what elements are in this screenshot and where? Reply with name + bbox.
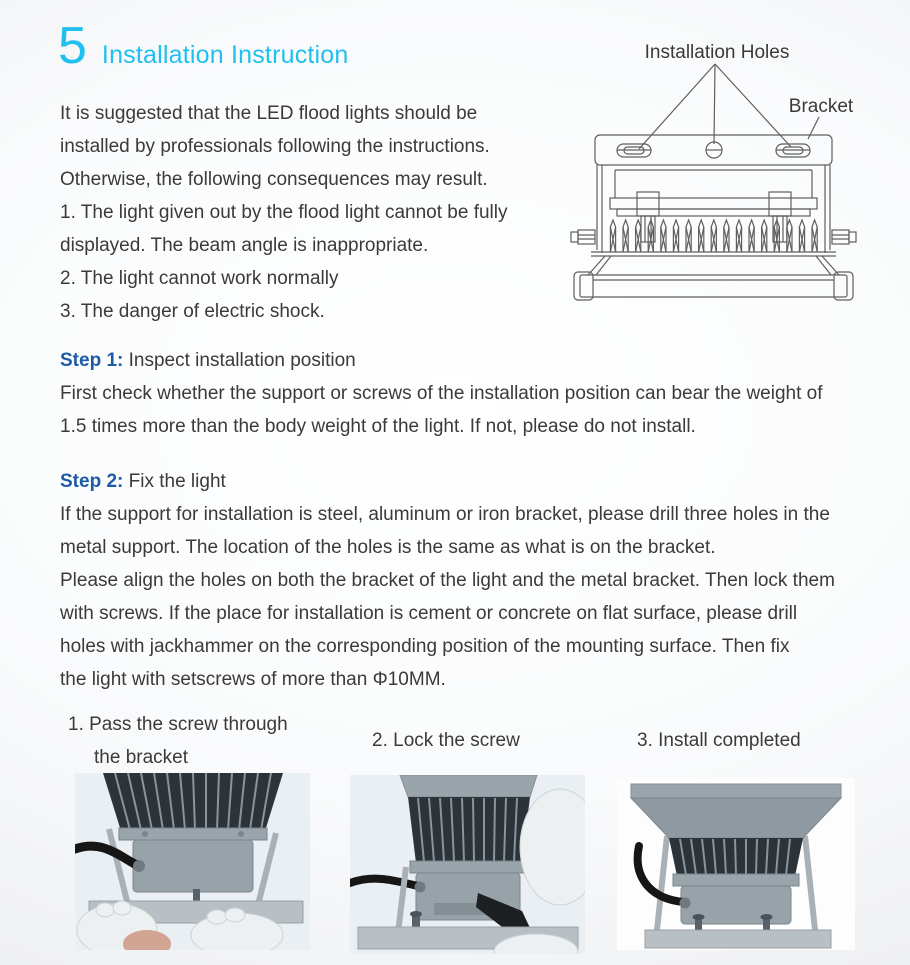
caption-3-line: 3. Install completed [637,730,801,751]
photo-caption-3 [637,724,801,757]
photo-3-mounting-bar [645,930,831,948]
step-1-title: Inspect installation position [123,350,356,371]
step-2-title: Fix the light [123,471,226,492]
caption-1-line: the bracket [94,747,188,768]
photo-3-heatsink [669,838,803,886]
installation-holes-label: Installation Holes [644,42,790,63]
photo-2-heatsink [408,797,530,873]
step-2-section [60,465,835,696]
step-2-line: holes with jackhammer on the corresponding position of the mounting surface. Then fix [60,636,790,657]
photo-3-front-cap [631,784,841,798]
floodlight-line-drawing [555,20,905,315]
intro-line: displayed. The beam angle is inappropriate. [60,235,429,256]
photo-caption-2 [372,724,520,757]
step-1-label: Step 1: [60,350,124,371]
photo-1-heatsink [103,773,283,840]
intro-line: 3. The danger of electric shock. [60,301,325,322]
step-2-line: Please align the holes on both the bracket of the light and the metal bracket. Then lock them [60,570,835,591]
photo-2-hood [400,775,537,797]
section-header [58,17,349,75]
bracket-label: Bracket [788,96,854,117]
step-1-line: 1.5 times more than the body weight of the light. If not, please do not install. [60,416,696,437]
section-number: 5 [58,17,87,75]
photo-step-1 [75,773,310,950]
step-2-line: metal support. The location of the holes is the same as what is on the bracket. [60,537,716,558]
step-1-section [60,344,823,443]
step-1-line: First check whether the support or screws of the installation position can bear the weight of [60,383,823,404]
photo-step-3 [617,778,855,950]
caption-2-line: 2. Lock the screw [372,730,520,751]
page-title: Installation Instruction [101,41,349,69]
photo-step-2 [350,775,585,954]
photo-caption-1 [68,708,288,774]
photo-1-screw [193,889,200,902]
intro-line: 1. The light given out by the flood light cannot be fully [60,202,508,223]
step-1-heading [60,344,823,377]
step-2-line: If the support for installation is steel, aluminum or iron bracket, please drill three holes in the [60,504,830,525]
intro-line: installed by professionals following the instructions. [60,136,490,157]
step-2-heading [60,465,835,498]
step-2-line: with screws. If the place for installation is cement or concrete on flat surface, please drill [60,603,798,624]
intro-paragraph [60,97,508,328]
photo-1-junction-box [133,840,253,892]
step-2-label: Step 2: [60,471,124,492]
intro-line: 2. The light cannot work normally [60,268,339,289]
base-plate [574,252,853,300]
intro-line: Otherwise, the following consequences may result. [60,169,488,190]
step-2-line: the light with setscrews of more than Φ10MM. [60,669,446,690]
caption-1-line: 1. Pass the screw through [68,714,288,735]
intro-line: It is suggested that the LED flood lights should be [60,103,478,124]
